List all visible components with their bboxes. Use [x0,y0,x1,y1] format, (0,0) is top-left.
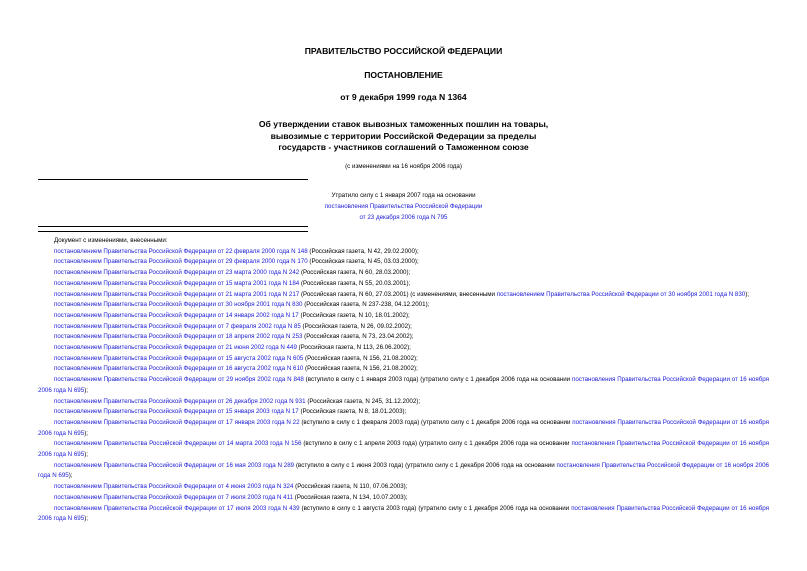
loss-of-force-notice [0,190,807,223]
amendment-publication: (Российская газета, N 26, 09.02.2002); [300,322,412,330]
amendment-link[interactable]: постановлением Правительства Российской Федерации от 7 февраля 2002 года N 85 [54,322,301,330]
amendment-publication: (Российская газета, N 245, 31.12.2002); [305,397,421,405]
amendment-publication: (Российская газета, N 113, 26.06.2002); [296,344,411,352]
amendment-item [38,343,769,354]
changes-note: (с изменениями на 16 ноября 2006 года) [345,163,462,170]
amendment-item [38,418,769,439]
amendment-item [38,247,769,258]
amendment-publication: (вступило в силу с 1 февраля 2003 года) (утратило силу с 1 декабря 2006 года на основании [299,418,573,426]
amendment-item [38,504,769,525]
amendment-reference-link[interactable]: постановления Правительства Российской Федерации от 16 ноября 2006 года N 695 [38,440,769,459]
amendment-publication: (Российская газета, N 156, 21.08.2002); [303,354,418,362]
amendment-item [38,279,769,290]
title-line: государств - участников соглашений о Таможенном союзе [278,142,529,152]
title-line: вывозимые с территории Российской Федерации за пределы [270,130,537,141]
amendment-publication: (Российская газета, N 42, 29.02.2000); [307,247,419,255]
amendment-item [38,311,769,322]
amendment-item [38,364,769,375]
divider [38,231,308,232]
amendment-item [38,407,769,418]
amendment-link[interactable]: постановлением Правительства Российской Федерации от 17 июля 2003 года N 439 [54,504,300,512]
amendment-suffix: ); [68,472,73,480]
amendment-reference-link[interactable]: постановления Правительства Российской Федерации от 16 ноября 2006 года N 695 [38,418,769,437]
amendment-link[interactable]: постановлением Правительства Российской Федерации от 21 марта 2001 года N 217 [54,290,300,298]
repeal-resolution-link[interactable]: постановления Правительства Российской Федерации [324,203,483,210]
amendment-item [38,482,769,493]
amendment-link[interactable]: постановлением Правительства Российской Федерации от 23 марта 2000 года N 242 [54,269,300,277]
amendment-publication: (Российская газета, N 110, 07.06.2003); [293,483,408,491]
amendment-link[interactable]: постановлением Правительства Российской Федерации от 16 августа 2002 года N 610 [54,365,304,373]
amendment-link[interactable]: постановлением Правительства Российской Федерации от 7 июля 2003 года N 411 [54,493,294,501]
amendment-publication: (Российская газета, N 60, 27.03.2001) (с изменениями, внесенными [299,290,497,298]
amendment-link[interactable]: постановлением Правительства Российской Федерации от 22 февраля 2000 года N 148 [54,247,308,255]
amendment-publication: (Российская газета, N 60, 28.03.2000); [299,269,411,277]
title-line: Об утверждении ставок вывозных таможенных пошлин на товары, [258,119,549,129]
date-number-heading: от 9 декабря 1999 года N 1364 [340,92,467,102]
amendment-publication: (вступило в силу с 1 января 2003 года) (утратило силу с 1 декабря 2006 года на основании [303,376,572,384]
amendment-publication: (Российская газета, N 73, 23.04.2002); [302,333,414,341]
loss-of-force-text: Утратило силу с 1 января 2007 года на основании [331,192,476,199]
amendment-link[interactable]: постановлением Правительства Российской Федерации от 4 июня 2003 года N 324 [54,483,294,491]
amendment-publication: (Российская газета, N 45, 03.03.2000); [307,258,419,266]
amendment-publication: (Российская газета, N 10, 18.01.2002); [298,311,410,319]
amendment-link[interactable]: постановлением Правительства Российской Федерации от 29 ноября 2002 года N 848 [54,376,304,384]
divider [38,179,308,180]
amendment-reference-link[interactable]: постановлением Правительства Российской Федерации от 30 ноября 2001 года N 830 [496,290,746,298]
amendment-publication: (Российская газета, N 55, 20.03.2001); [299,279,411,287]
amendment-link[interactable]: постановлением Правительства Российской Федерации от 15 августа 2002 года N 605 [54,354,304,362]
amendment-link[interactable]: постановлением Правительства Российской Федерации от 14 января 2002 года N 17 [54,311,299,319]
amendment-item [38,332,769,343]
amendment-publication: (вступило в силу с 1 апреля 2003 года) (утратило силу с 1 декабря 2006 года на основании [301,440,572,448]
amendment-suffix: ); [84,386,88,394]
repeal-resolution-date-link[interactable]: от 23 декабря 2006 года N 795 [359,214,448,221]
amendment-item [38,493,769,504]
amendment-item [38,397,769,408]
amendment-publication: (Российская газета, N 8, 18.01.2003); [298,408,407,416]
amendment-item [38,375,769,396]
amendments-intro: Документ с изменениями, внесенными: [54,237,168,244]
amendment-reference-link[interactable]: постановления Правительства Российской Федерации от 16 ноября 2006 года N 695 [38,461,769,480]
amendment-link[interactable]: постановлением Правительства Российской Федерации от 16 мая 2003 года N 289 [54,461,295,469]
amendment-link[interactable]: постановлением Правительства Российской Федерации от 18 апреля 2002 года N 253 [54,333,303,341]
amendment-link[interactable]: постановлением Правительства Российской Федерации от 29 февраля 2000 года N 170 [54,258,308,266]
amendment-item [38,322,769,333]
amendment-suffix: ); [84,429,88,437]
amendment-item [38,354,769,365]
amendment-reference-link[interactable]: постановления Правительства Российской Федерации от 16 ноября 2006 года N 695 [38,504,769,523]
amendment-publication: (вступило в силу с 1 августа 2003 года) (утратило силу с 1 декабря 2006 года на основании [299,504,572,512]
amendment-link[interactable]: постановлением Правительства Российской Федерации от 30 ноября 2001 года N 830 [54,301,303,309]
amendment-link[interactable]: постановлением Правительства Российской Федерации от 14 марта 2003 года N 156 [54,440,302,448]
amendment-item [38,461,769,482]
amendment-link[interactable]: постановлением Правительства Российской Федерации от 15 марта 2001 года N 184 [54,279,300,287]
amendment-item [38,268,769,279]
amendment-item [38,257,769,268]
amendment-publication: (Российская газета, N 156, 21.08.2002); [303,365,418,373]
amendment-publication: (Российская газета, N 237-238, 04.12.2001); [302,301,430,309]
amendment-item [38,300,769,311]
amendment-link[interactable]: постановлением Правительства Российской Федерации от 15 января 2003 года N 17 [54,408,299,416]
document-type-heading: ПОСТАНОВЛЕНИЕ [364,70,443,80]
amendment-link[interactable]: постановлением Правительства Российской Федерации от 26 декабря 2002 года N 931 [54,397,306,405]
amendment-publication: (вступило в силу с 1 июня 2003 года) (утратило силу с 1 декабря 2006 года на основании [294,461,557,469]
amendment-suffix: ); [745,290,750,298]
amendment-link[interactable]: постановлением Правительства Российской Федерации от 17 января 2003 года N 22 [54,418,300,426]
amendment-link[interactable]: постановлением Правительства Российской Федерации от 21 июня 2002 года N 449 [54,344,297,352]
amendment-item [38,439,769,460]
amendment-reference-link[interactable]: постановления Правительства Российской Федерации от 16 ноября 2006 года N 695 [38,376,769,394]
issuer-heading: ПРАВИТЕЛЬСТВО РОССИЙСКОЙ ФЕДЕРАЦИИ [304,46,503,56]
amendment-suffix: ); [84,451,88,459]
document-title [150,119,657,154]
amendment-suffix: ); [84,515,88,523]
amendment-item [38,290,769,301]
divider [38,226,308,227]
amendment-publication: (Российская газета, N 134, 10.07.2003); [293,493,408,501]
amendments-list [38,236,769,525]
